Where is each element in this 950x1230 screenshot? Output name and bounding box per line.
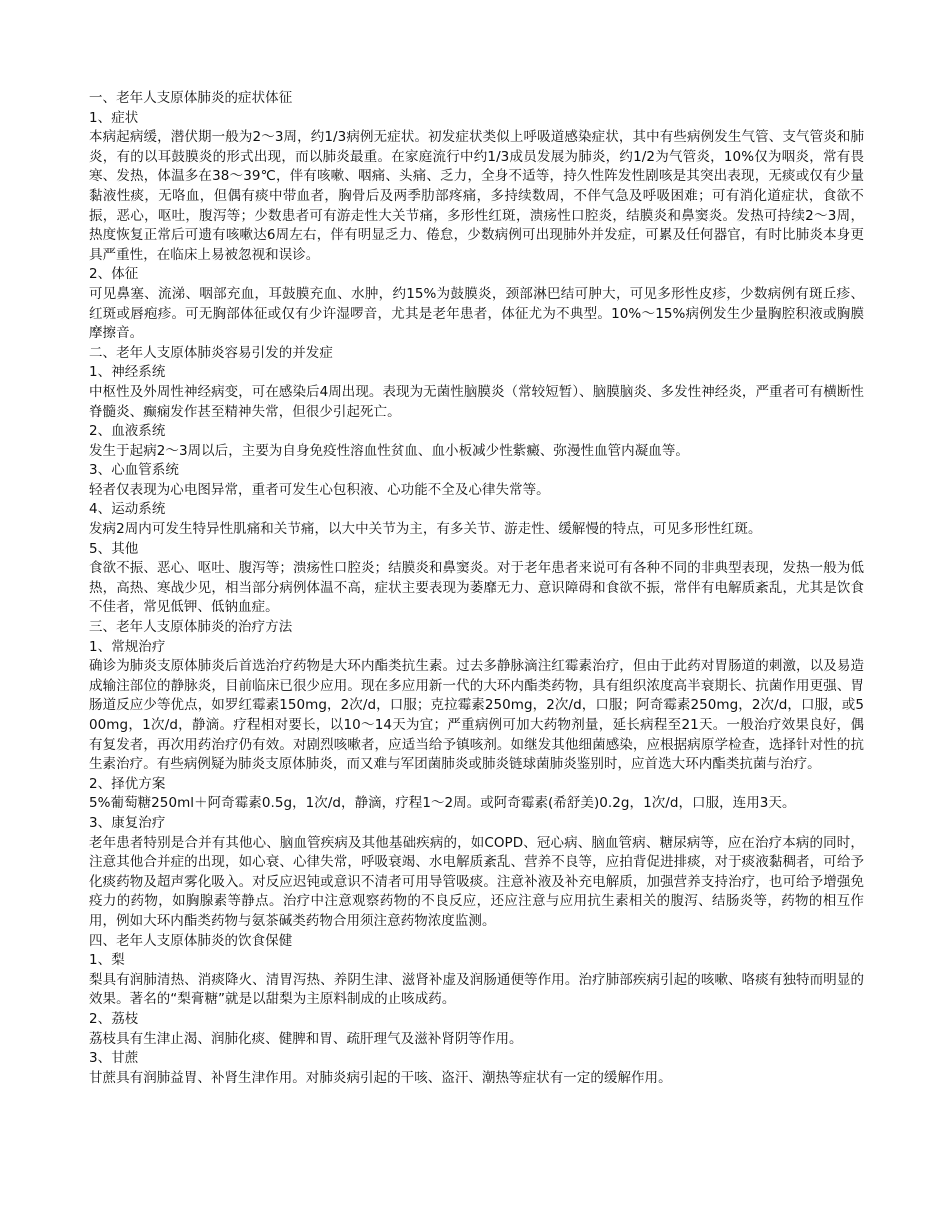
- body-paragraph: 发病2周内可发生特异性肌痛和关节痛，以大中关节为主，有多关节、游走性、缓解慢的特点，可见多形性红斑。: [89, 521, 762, 538]
- body-paragraph: 荔枝具有生津止渴、润肺化痰、健脾和胃、疏肝理气及滋补肾阴等作用。: [89, 1030, 523, 1047]
- body-paragraph: 本病起病缓，潜伏期一般为2～3周，约1/3病例无症状。初发症状类似上呼吸道感染症状，其中有些病例发生气管、支气管炎和肺炎，有的以耳鼓膜炎的形式出现，而以肺炎最重。在家庭流行中约1/3成员发展为肺炎，约1/2为气管炎，10%仅为咽炎，常有畏寒、发热，体温多在38～39℃，伴有咳嗽、咽痛、头痛、乏力，全身不适等，持久性阵发性剧咳是其突出表现，无痰或仅有少量黏液性痰，无咯血，但偶有痰中带血者，胸骨后及两季肋部疼痛，多持续数周，不伴气急及呼吸困难；可有消化道症状，食欲不振，恶心，呕吐，腹泻等；少数患者可有游走性大关节痛，多形性红斑，溃疡性口腔炎，结膜炎和鼻窦炎。发热可持续2～3周，热度恢复正常后可遗有咳嗽达6周左右，伴有明显乏力、倦怠，少数病例可出现肺外并发症，可累及任何器官，有时比肺炎本身更具严重性，在临床上易被忽视和误诊。: [89, 129, 864, 263]
- body-paragraph: 5%葡萄糖250ml＋阿奇霉素0.5g，1次/d，静滴，疗程1～2周。或阿奇霉素(希舒美)0.2g，1次/d，口服，连用3天。: [89, 795, 796, 812]
- subsection-heading: 2、体征: [89, 266, 139, 283]
- body-paragraph: 梨具有润肺清热、消痰降火、清胃泻热、养阴生津、滋肾补虚及润肠通便等作用。治疗肺部疾病引起的咳嗽、咯痰有独特而明显的效果。著名的“梨膏糖”就是以甜梨为主原料制成的止咳成药。: [89, 971, 864, 1008]
- section-heading: 一、老年人支原体肺炎的症状体征: [89, 90, 293, 106]
- subsection-heading: 5、其他: [89, 540, 139, 557]
- subsection-heading: 3、康复治疗: [89, 814, 166, 831]
- subsection-heading: 1、梨: [89, 952, 125, 969]
- body-paragraph: 老年患者特别是合并有其他心、脑血管疾病及其他基础疾病的，如COPD、冠心病、脑血管病、糖尿病等，应在治疗本病的同时，注意其他合并症的出现，如心衰、心律失常，呼吸衰竭、水电解质紊乱、营养不良等，应拍背促进排痰，对于痰液黏稠者，可给予化痰药物及超声雾化吸入。对反应迟钝或意识不清者可用导管吸痰。注意补液及补充电解质，加强营养支持治疗，也可给予增强免疫力的药物，如胸腺素等静点。治疗中注意观察药物的不良反应，还应注意与应用抗生素相关的腹泻、结肠炎等，药物的相互作用，例如大环内酯类药物与氨茶碱类药物合用须注意药物浓度监测。: [89, 834, 864, 929]
- body-paragraph: 中枢性及外周性神经病变，可在感染后4周出现。表现为无菌性脑膜炎（常较短暂）、脑膜脑炎、多发性神经炎，严重者可有横断性脊髓炎、癫痫发作甚至精神失常，但很少引起死亡。: [89, 383, 864, 420]
- subsection-heading: 3、甘蔗: [89, 1050, 139, 1067]
- body-paragraph: 发生于起病2～3周以后，主要为自身免疫性溶血性贫血、血小板减少性紫癜、弥漫性血管内凝血等。: [89, 442, 689, 459]
- section-heading: 三、老年人支原体肺炎的治疗方法: [89, 619, 293, 636]
- subsection-heading: 1、神经系统: [89, 364, 166, 381]
- section-heading: 四、老年人支原体肺炎的饮食保健: [89, 932, 293, 949]
- body-paragraph: 可见鼻塞、流涕、咽部充血，耳鼓膜充血、水肿，约15%为鼓膜炎，颈部淋巴结可肿大，可见多形性皮疹，少数病例有斑丘疹、红斑或唇疱疹。可无胸部体征或仅有少许湿啰音，尤其是老年患者，体征尤为不典型。10%～15%病例发生少量胸腔积液或胸膜摩擦音。: [89, 285, 864, 342]
- body-paragraph: 甘蔗具有润肺益胃、补肾生津作用。对肺炎病引起的干咳、盗汗、潮热等症状有一定的缓解作用。: [89, 1069, 672, 1086]
- subsection-heading: 1、症状: [89, 109, 139, 126]
- document-body: [89, 89, 864, 1088]
- subsection-heading: 2、择优方案: [89, 775, 166, 792]
- section-heading: 二、老年人支原体肺炎容易引发的并发症: [89, 344, 333, 361]
- subsection-heading: 3、心血管系统: [89, 462, 179, 479]
- subsection-heading: 2、荔枝: [89, 1010, 139, 1027]
- body-paragraph: 确诊为肺炎支原体肺炎后首选治疗药物是大环内酯类抗生素。过去多静脉滴注红霉素治疗，但由于此药对胃肠道的刺激，以及易造成输注部位的静脉炎，目前临床已很少应用。现在多应用新一代的大环内酯类药物，具有组织浓度高半衰期长、抗菌作用更强、胃肠道反应少等优点，如罗红霉素150mg，2次/d，口服；克拉霉素250mg，2次/d，口服；阿奇霉素250mg，2次/d，口服，或500mg，1次/d，静滴。疗程相对要长，以10～14天为宜；严重病例可加大药物剂量，延长病程至21天。一般治疗效果良好，偶有复发者，再次用药治疗仍有效。对剧烈咳嗽者，应适当给予镇咳剂。如继发其他细菌感染，应根据病原学检查，选择针对性的抗生素治疗。有些病例疑为肺炎支原体肺炎，而又难与军团菌肺炎或肺炎链球菌肺炎鉴别时，应首选大环内酯类抗菌与治疗。: [89, 658, 864, 773]
- subsection-heading: 4、运动系统: [89, 501, 166, 518]
- subsection-heading: 2、血液系统: [89, 423, 166, 440]
- subsection-heading: 1、常规治疗: [89, 638, 166, 655]
- body-paragraph: 食欲不振、恶心、呕吐、腹泻等；溃疡性口腔炎；结膜炎和鼻窦炎。对于老年患者来说可有各种不同的非典型表现，发热一般为低热，高热、寒战少见，相当部分病例体温不高，症状主要表现为萎靡无力、意识障碍和食欲不振，常伴有电解质紊乱，尤其是饮食不佳者，常见低钾、低钠血症。: [89, 560, 864, 616]
- body-paragraph: 轻者仅表现为心电图异常，重者可发生心包积液、心功能不全及心律失常等。: [89, 481, 550, 498]
